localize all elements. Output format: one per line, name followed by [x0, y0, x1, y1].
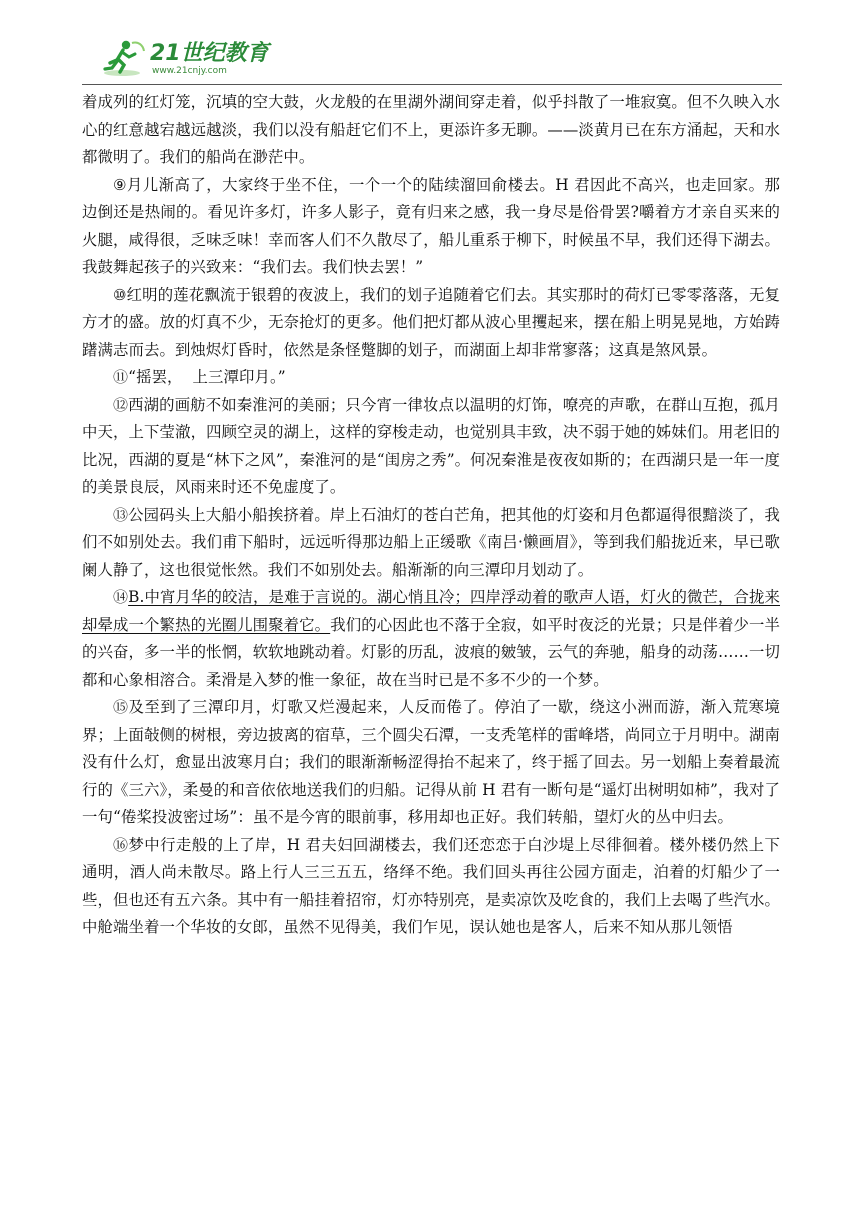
header-divider: [82, 84, 782, 85]
page-header: [82, 34, 782, 88]
paragraph-number: ⑫: [113, 395, 129, 414]
paragraph-11: ⑪“摇罢， 上三潭印月。”: [113, 368, 286, 386]
paragraph-number: ⑭: [113, 588, 129, 606]
publisher-logo: [102, 34, 292, 84]
brand-name: 21世纪教育: [150, 41, 269, 66]
paragraph-number: ⑩: [113, 285, 127, 304]
paragraph-number: ⑮: [113, 698, 129, 716]
running-person-icon: [102, 39, 146, 79]
paragraph-16: ⑯梦中行走般的上了岸，H 君夫妇回湖楼去，我们还恋恋于白沙堤上尽徘徊着。楼外楼仍然上下通明，酒人尚未散尽。路上行人三三五五，络绎不绝。我们回头再往公园方面走，泊着的灯船少了一些，但也还有五六条。其中有一船挂着招帘，灯亦特别亮，是卖凉饮及吃食的，我们上去喝了些汽水。中舱端坐着一个华妆的女郎，虽然不见得美，我们乍见，误认她也是客人，后来不知从那儿领悟: [82, 835, 780, 936]
paragraph-15: ⑮及至到了三潭印月，灯歌又烂漫起来，人反而倦了。停泊了一歇，绕这小洲而游，渐入荒寒境界；上面敧侧的树根，旁边披离的宿草，三个圆尖石潭，一支秃笔样的雷峰塔，尚同立于月明中。湖南没有什么灯，愈显出波寒月白；我们的眼渐渐畅涩得抬不起来了，终于摇了回去。另一划船上奏着最流行的《三六》，柔曼的和音依依地送我们的归船。记得从前 H 君有一断句是“遥灯出树明如柿”，我对了一句“倦桨投波密过场”：虽不是今宵的眼前事，移用却也正好。我们转船，望灯火的丛中归去。: [82, 698, 780, 826]
paragraph-9: ⑨月儿渐高了，大家终于坐不住，一个一个的陆续溜回俞楼去。H 君因此不高兴，也走回家。那边倒还是热闹的。看见许多灯，许多人影子，竟有归来之感，我一身尽是俗骨罢?嚼着方才亲自买来的火腿，咸得很，乏味乏味！幸而客人们不久散尽了，船儿重系于柳下，时候虽不早，我们还得下湖去。我鼓舞起孩子的兴致来：“我们去。我们快去罢！”: [82, 175, 780, 276]
brand-url: www.21cnjy.com: [152, 66, 227, 76]
paragraph-number: ⑯: [113, 835, 129, 854]
paragraph-number: ⑬: [113, 505, 129, 524]
article-body: [82, 89, 780, 942]
paragraph-12: ⑫西湖的画舫不如秦淮河的美丽；只今宵一律妆点以温明的灯饰，嘹亮的声歌，在群山互抱，孤月中天，上下莹澈，四顾空灵的湖上，这样的穿梭走动，也觉别具丰致，决不弱于她的姊妹们。用老旧的比况，西湖的夏是“林下之风”，秦淮河的是“闺房之秀”。何况秦淮是夜夜如斯的；在西湖只是一年一度的美景良辰，风雨来时还不免虚度了。: [82, 395, 780, 496]
paragraph-10: ⑩红明的莲花飘流于银碧的夜波上，我们的划子追随着它们去。其实那时的荷灯已零零落落，无复方才的盛。放的灯真不少，无奈抢灯的更多。他们把灯都从波心里攫起来，摆在船上明晃晃地，方始踌躇满志而去。到烛烬灯昏时，依然是条怪蹩脚的划子，而湖面上却非常寥落；这真是煞风景。: [82, 285, 780, 359]
paragraph-13: ⑬公园码头上大船小船挨挤着。岸上石油灯的苍白芒角，把其他的灯姿和月色都逼得很黯淡了，我们不如别处去。我们甫下船时，远远听得那边船上正缓歌《南吕·懒画眉》，等到我们船拢近来，早已歌阑人静了，这也很觉怅然。我们不如别处去。船渐渐的向三潭印月划动了。: [82, 505, 780, 579]
paragraph-8-continued: 着成列的红灯笼，沉填的空大鼓，火龙般的在里湖外湖间穿走着，似乎抖散了一堆寂寞。但不久映入水心的红意越宕越远越淡，我们以没有船赶它们不上，更添许多无聊。——淡黄月已在东方涌起，天和水都微明了。我们的船尚在渺茫中。: [82, 93, 780, 166]
paragraph-number: ⑪: [113, 368, 129, 386]
underlined-sentence-b: B.中宵月华的皎洁，是难于言说的。湖心悄且冷；四岸浮动着的歌声人语，灯火的微芒，合拢来却晕成一个繁热的光圈儿围聚着它。: [82, 588, 780, 634]
paragraph-14: ⑭B.中宵月华的皎洁，是难于言说的。湖心悄且冷；四岸浮动着的歌声人语，灯火的微芒，合拢来却晕成一个繁热的光圈儿围聚着它。我们的心因此也不落于全寂，如平时夜泛的光景；只是伴着少一半的兴奋，多一半的怅惘，软软地跳动着。灯影的历乱，波痕的皴皱，云气的奔驰，船身的动荡……一切都和心象相溶合。柔滑是入梦的惟一象征，故在当时已是不多不少的一个梦。: [82, 588, 780, 689]
paragraph-number: ⑨: [113, 175, 127, 194]
